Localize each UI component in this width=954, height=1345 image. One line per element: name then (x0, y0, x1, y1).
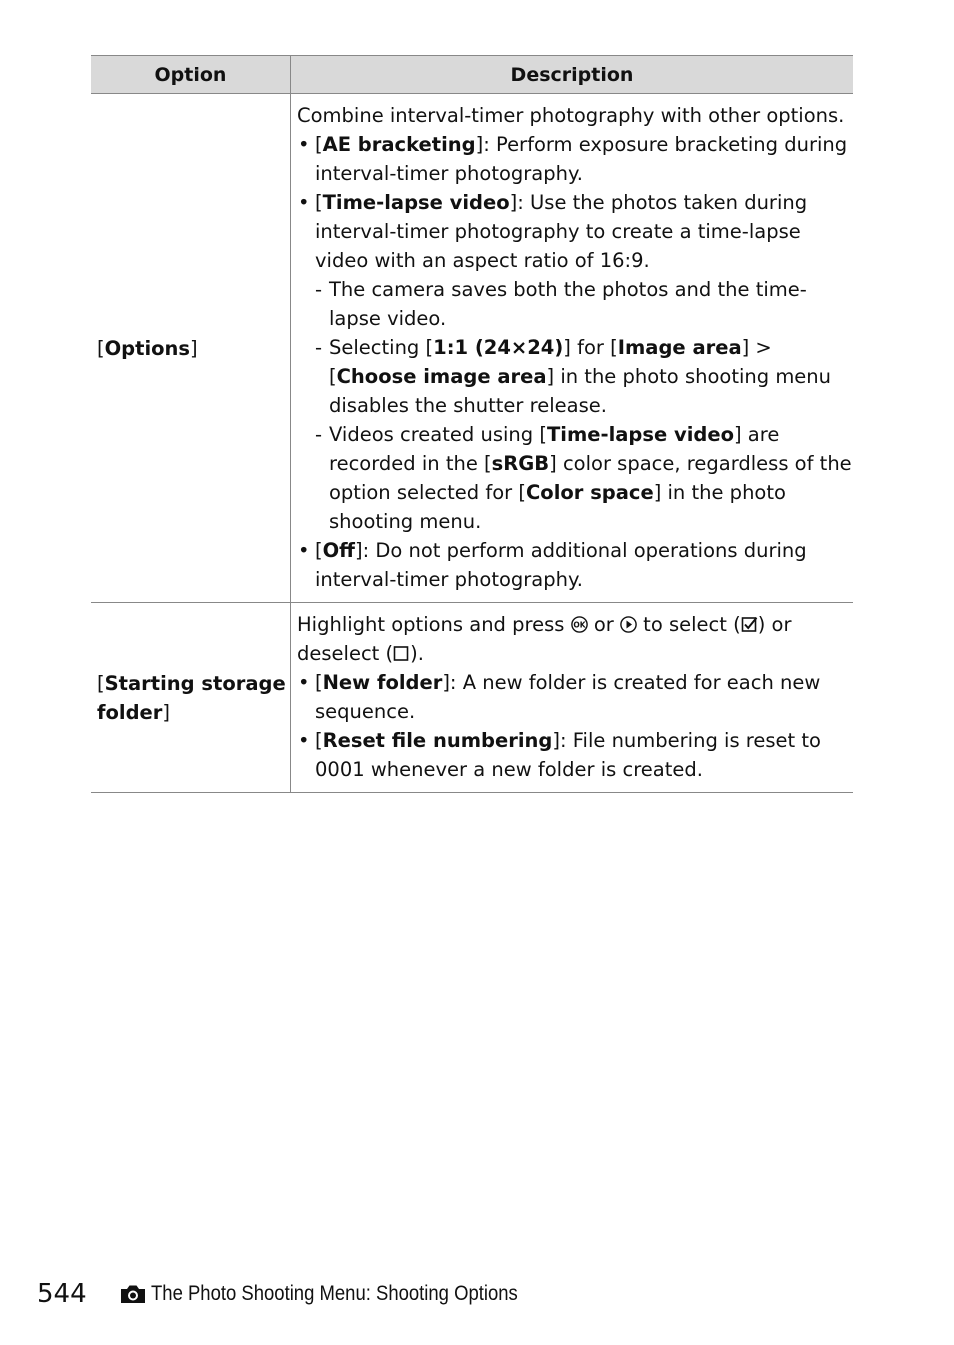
option-cell: [Options] (91, 94, 291, 603)
sub-list-item: - Videos created using [Time-lapse video] are recorded in the [sRGB] color space, regardless of the option selected for [Color space] in the photo shooting menu. (297, 420, 853, 536)
description-intro: Combine interval-timer photography with other options. (297, 104, 845, 127)
ok-button-icon (571, 616, 588, 633)
option-name: Starting storage folder (97, 671, 286, 724)
list-item: • [Time-lapse video]: Use the photos taken during interval-timer photography to create a time-lapse video with an aspect ratio of 16:9. (297, 188, 853, 275)
table-row (91, 94, 853, 603)
list-item: • [New folder]: A new folder is created for each new sequence. (297, 668, 853, 726)
sub-list-item: - The camera saves both the photos and the time-lapse video. (297, 275, 853, 333)
list-item: • [Reset file numbering]: File numbering is reset to 0001 whenever a new folder is created. (297, 726, 853, 784)
page-number: 544 (37, 1279, 87, 1309)
option-name: Options (104, 336, 191, 360)
list-item: • [AE bracketing]: Perform exposure bracketing during interval-timer photography. (297, 130, 853, 188)
table-header-row (91, 56, 853, 94)
multi-selector-right-icon (620, 616, 637, 633)
list-item: • [Off]: Do not perform additional operations during interval-timer photography. (297, 536, 853, 594)
header-option: Option (91, 56, 291, 94)
header-description: Description (291, 56, 854, 94)
footer-title: The Photo Shooting Menu: Shooting Options (151, 1282, 518, 1305)
description-cell (291, 603, 854, 793)
description-intro: Highlight options and press OK or to select ( ) or deselect ( ). (297, 613, 792, 665)
sub-list-item: - Selecting [1:1 (24×24)] for [Image area] > [Choose image area] in the photo shooting menu disables the shutter release. (297, 333, 853, 420)
table-row (91, 603, 853, 793)
camera-icon (119, 1284, 147, 1304)
svg-text:OK: OK (573, 620, 586, 630)
option-cell: [Starting storage folder] (91, 603, 291, 793)
unchecked-box-icon (393, 645, 410, 662)
description-cell (291, 94, 854, 603)
page-footer (37, 1278, 637, 1310)
options-table (91, 55, 853, 793)
checked-box-icon (741, 616, 758, 633)
